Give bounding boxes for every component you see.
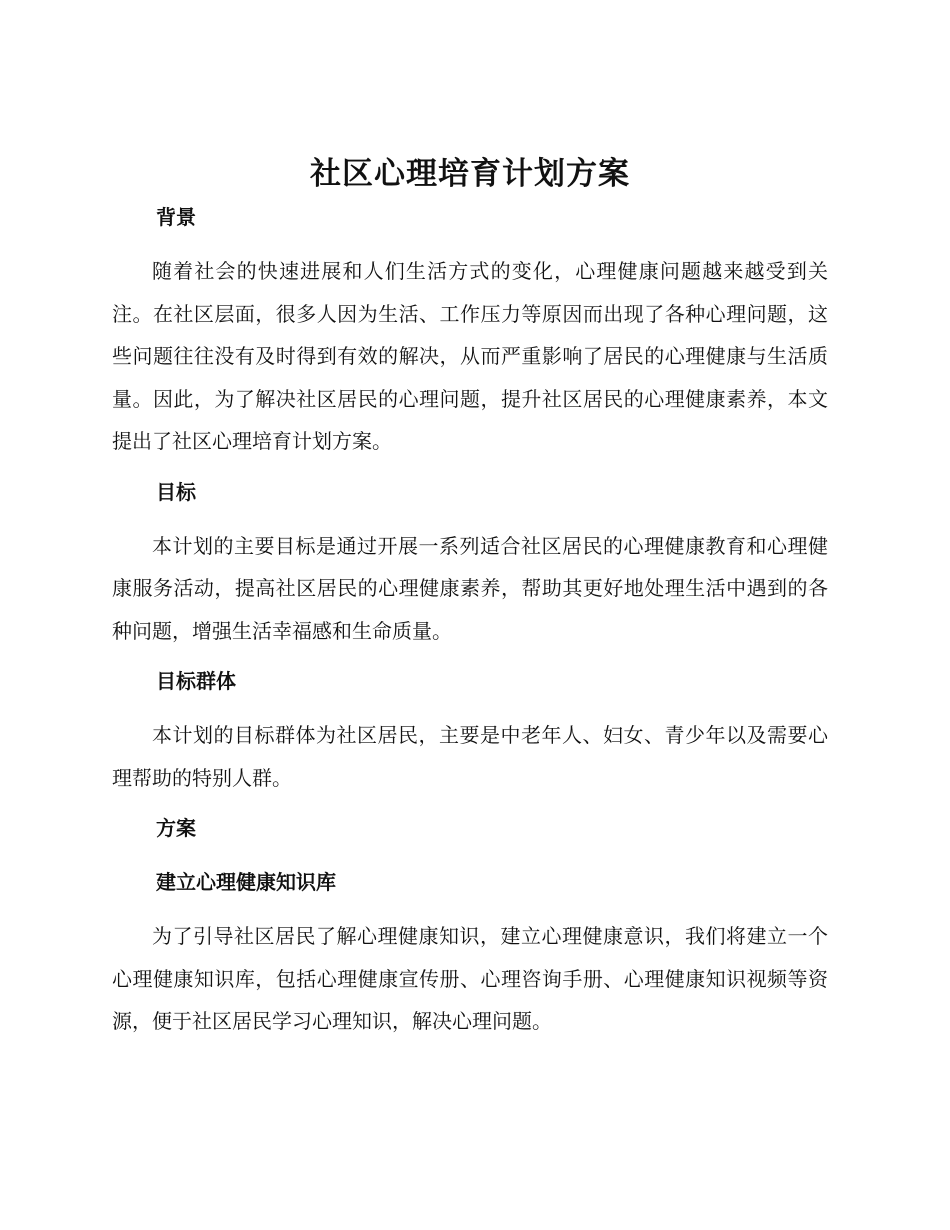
section-heading-plan: 方案 bbox=[156, 816, 196, 840]
section-heading-goal: 目标 bbox=[156, 479, 196, 504]
section-paragraph-background: 随着社会的快速进展和人们生活方式的变化，心理健康问题越来越受到关注。在社区层面，很多人因为生活、工作压力等原因而出现了各种心理问题，这些问题往往没有及时得到有效的解决，从而严重影响了居民的心理健康与生活质量。因此，为了解决社区居民的心理问题，提升社区居民的心理健康素养，本文提出了社区心理培育计划方案。 bbox=[112, 259, 828, 453]
section-paragraph-knowledge-base: 为了引导社区居民了解心理健康知识，建立心理健康意识，我们将建立一个心理健康知识库，包括心理健康宣传册、心理咨询手册、心理健康知识视频等资源，便于社区居民学习心理知识，解决心理问题。 bbox=[112, 924, 828, 1033]
section-heading-target-group: 目标群体 bbox=[156, 669, 236, 693]
section-heading-background: 背景 bbox=[156, 205, 196, 229]
section-paragraph-target-group: 本计划的目标群体为社区居民，主要是中老年人、妇女、青少年以及需要心理帮助的特别人群。 bbox=[112, 723, 828, 790]
document-title: 社区心理培育计划方案 bbox=[310, 156, 630, 192]
section-paragraph-goal: 本计划的主要目标是通过开展一系列适合社区居民的心理健康教育和心理健康服务活动，提高社区居民的心理健康素养，帮助其更好地处理生活中遇到的各种问题，增强生活幸福感和生命质量。 bbox=[112, 533, 828, 643]
section-heading-knowledge-base: 建立心理健康知识库 bbox=[156, 870, 336, 894]
document-page bbox=[112, 150, 828, 1043]
